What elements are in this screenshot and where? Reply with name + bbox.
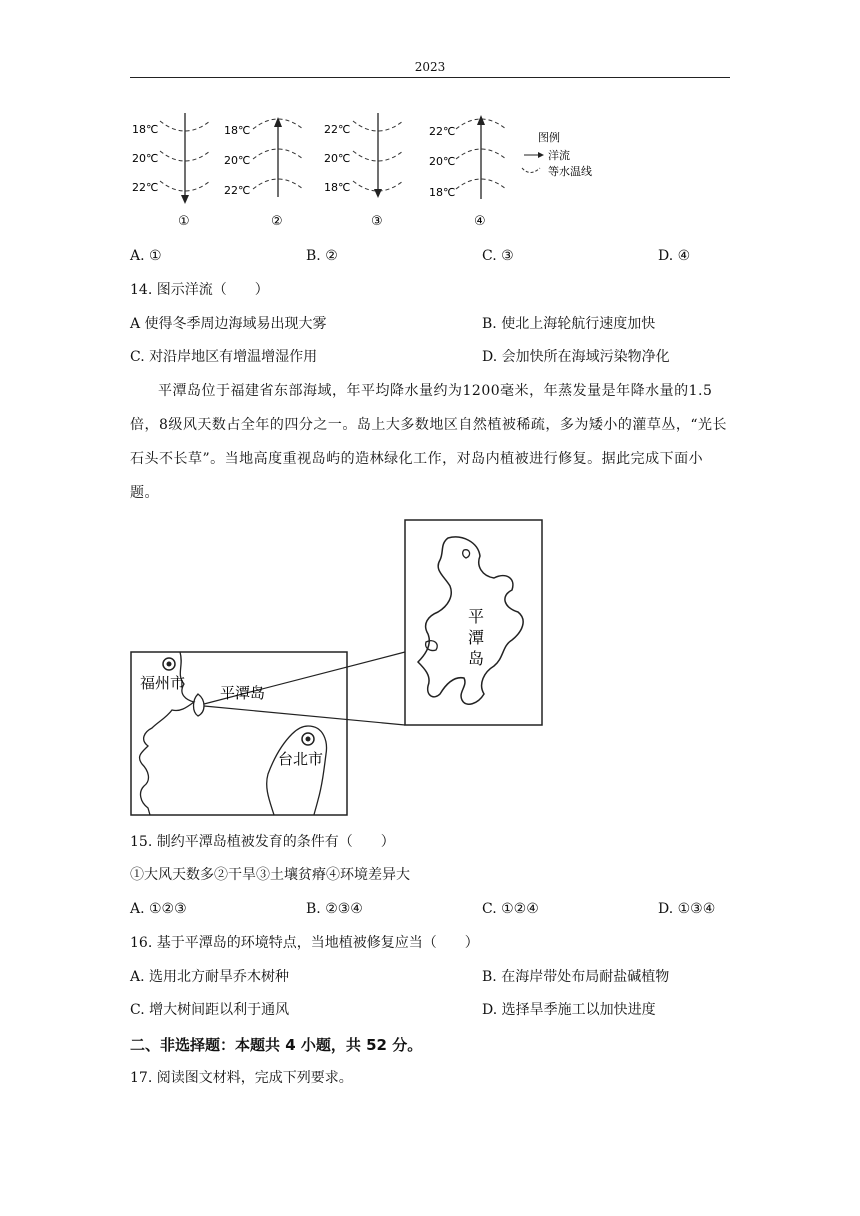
q14-option-a: A 使得冬季周边海域易出现大雾 bbox=[130, 316, 327, 332]
panel-3-number: ③ bbox=[371, 214, 383, 229]
map-label-taipei: 台北市 bbox=[278, 750, 324, 768]
panel-2-label-2: 20℃ bbox=[224, 154, 251, 167]
pingtan-map bbox=[128, 516, 548, 818]
panel-4-label-2: 20℃ bbox=[429, 155, 456, 168]
page-header-year: 2023 bbox=[414, 60, 446, 74]
header-rule bbox=[130, 77, 730, 78]
q14-option-d: D. 会加快所在海域污染物净化 bbox=[482, 349, 670, 365]
q13-option-c: C. ③ bbox=[482, 248, 514, 264]
panel-2-label-1: 18℃ bbox=[224, 124, 251, 137]
panel-4-label-3: 18℃ bbox=[429, 186, 456, 199]
q16-option-d: D. 选择旱季施工以加快进度 bbox=[482, 1002, 656, 1018]
inset-label-1: 平 bbox=[468, 607, 485, 626]
q15-option-a: A. ①②③ bbox=[130, 901, 187, 917]
panel-4-number: ④ bbox=[474, 214, 486, 229]
panel-3-label-1: 22℃ bbox=[324, 123, 351, 136]
ocean-current-diagram bbox=[120, 105, 620, 230]
panel-4-label-1: 22℃ bbox=[429, 125, 456, 138]
passage: 平潭岛位于福建省东部海域，年平均降水量约为1200毫米，年蒸发量是年降水量的1.5倍，8级风天数占全年的四分之一。岛上大多数地区自然植被稀疏，多为矮小的灌草丛，“光长石头不长草”。当地高度重视岛屿的造林绿化工作，对岛内植被进行修复。据此完成下面小题。 bbox=[130, 383, 728, 501]
q17-stem: 17. 阅读图文材料，完成下列要求。 bbox=[130, 1070, 353, 1086]
panel-1-label-1: 18℃ bbox=[132, 123, 159, 136]
legend-isotherm-icon bbox=[522, 168, 540, 173]
map-label-fuzhou: 福州市 bbox=[140, 674, 186, 692]
q15-option-b: B. ②③④ bbox=[306, 901, 363, 917]
legend-current: 洋流 bbox=[548, 149, 570, 162]
panel-1-number: ① bbox=[178, 214, 190, 229]
panel-3-label-3: 18℃ bbox=[324, 181, 351, 194]
q14-stem: 14. 图示洋流（ ） bbox=[130, 282, 269, 298]
diagram-legend bbox=[522, 130, 592, 178]
q13-option-d: D. ④ bbox=[658, 248, 691, 264]
q15-conditions: ①大风天数多②干旱③土壤贫瘠④环境差异大 bbox=[130, 867, 410, 883]
panel-4 bbox=[429, 115, 506, 229]
section-2-heading: 二、非选择题：本题共 4 小题，共 52 分。 bbox=[130, 1036, 423, 1054]
panel-3 bbox=[324, 113, 403, 229]
q14-option-b: B. 使北上海轮航行速度加快 bbox=[482, 316, 656, 332]
q15-option-c: C. ①②④ bbox=[482, 901, 539, 917]
q16-stem: 16. 基于平潭岛的环境特点，当地植被修复应当（ ） bbox=[130, 935, 479, 951]
q14-option-c: C. 对沿岸地区有增温增湿作用 bbox=[130, 349, 318, 365]
panel-2-number: ② bbox=[271, 214, 283, 229]
legend-isotherm: 等水温线 bbox=[548, 165, 592, 178]
q16-option-b: B. 在海岸带处布局耐盐碱植物 bbox=[482, 969, 670, 985]
panel-1 bbox=[132, 113, 210, 229]
panel-1-label-2: 20℃ bbox=[132, 152, 159, 165]
q15-option-d: D. ①③④ bbox=[658, 901, 716, 917]
panel-1-label-3: 22℃ bbox=[132, 181, 159, 194]
legend-arrow-icon bbox=[538, 152, 544, 158]
map-label-pingtan: 平潭岛 bbox=[220, 684, 266, 702]
panel-2-label-3: 22℃ bbox=[224, 184, 251, 197]
q16-option-c: C. 增大树间距以利于通风 bbox=[130, 1002, 290, 1018]
panel-3-label-2: 20℃ bbox=[324, 152, 351, 165]
q13-option-b: B. ② bbox=[306, 248, 338, 264]
legend-title: 图例 bbox=[538, 131, 560, 144]
q13-option-a: A. ① bbox=[130, 248, 162, 264]
inset-label-2: 潭 bbox=[468, 628, 485, 647]
panel-2 bbox=[224, 117, 303, 229]
q16-option-a: A. 选用北方耐旱乔木树种 bbox=[130, 969, 290, 985]
inset-label-3: 岛 bbox=[468, 649, 485, 668]
q15-stem: 15. 制约平潭岛植被发育的条件有（ ） bbox=[130, 834, 395, 850]
